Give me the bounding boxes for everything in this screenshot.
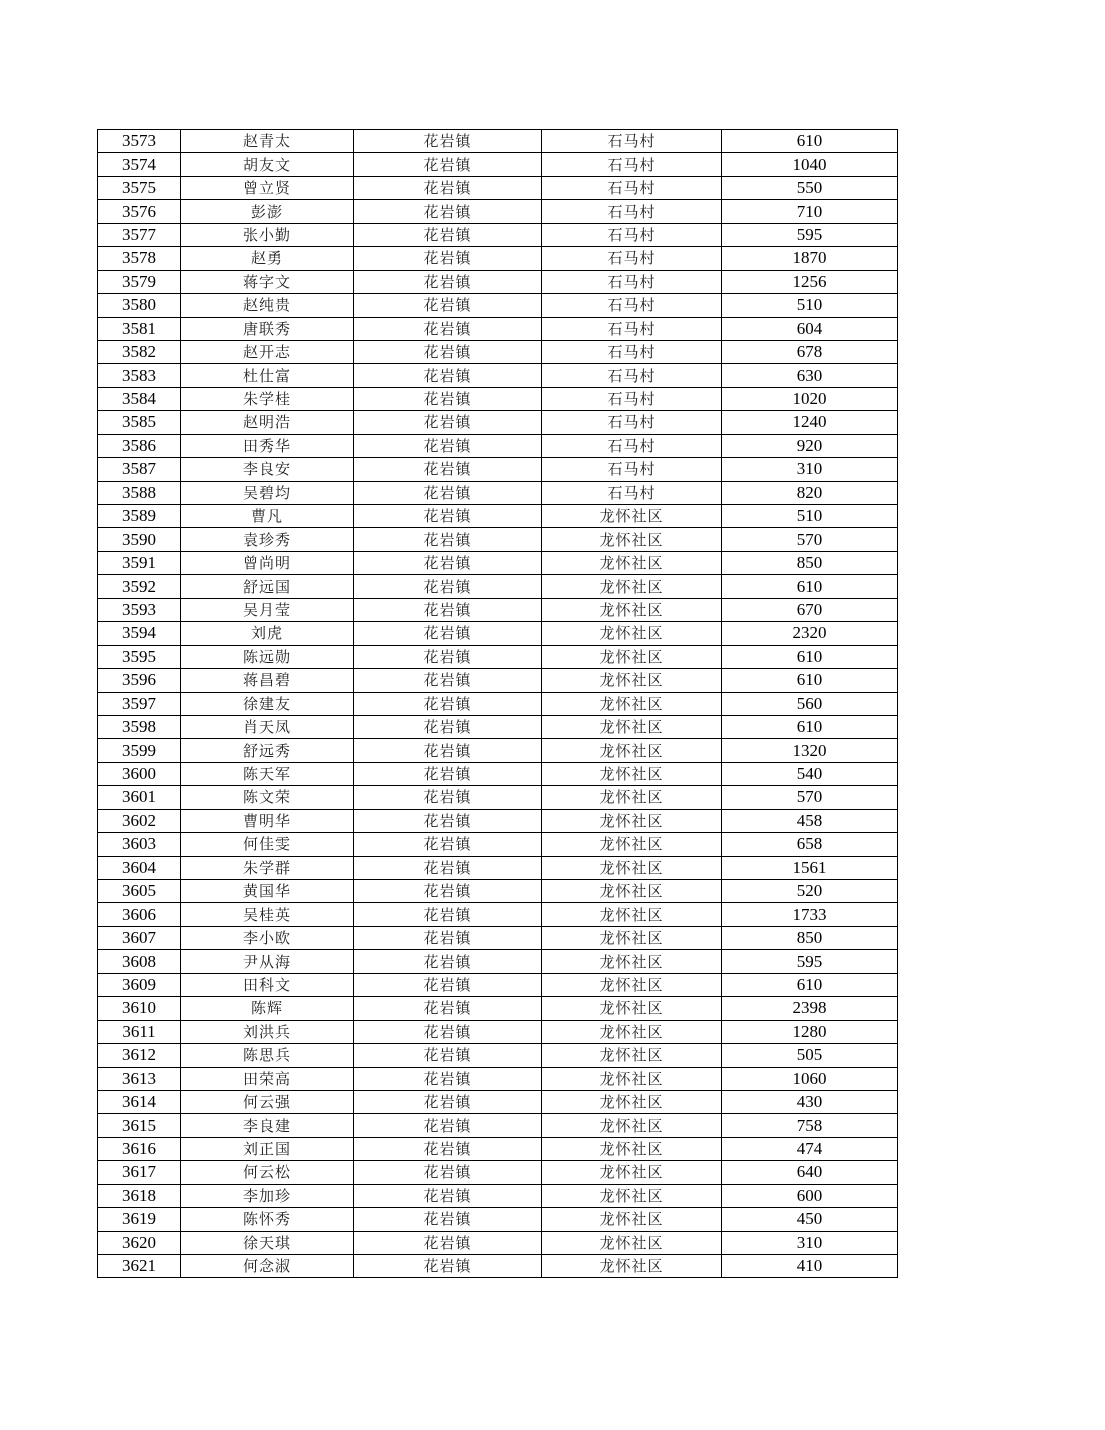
amount-cell: 550 xyxy=(722,176,898,199)
town-cell: 花岩镇 xyxy=(354,1090,542,1113)
serial-number-cell: 3592 xyxy=(98,575,181,598)
village-cell: 龙怀社区 xyxy=(542,1067,722,1090)
town-cell: 花岩镇 xyxy=(354,598,542,621)
name-cell: 徐建友 xyxy=(181,692,354,715)
table-row xyxy=(98,200,898,223)
table-row xyxy=(98,411,898,434)
serial-number-cell: 3613 xyxy=(98,1067,181,1090)
name-cell: 赵勇 xyxy=(181,247,354,270)
name-cell: 李良建 xyxy=(181,1114,354,1137)
table-body xyxy=(98,130,898,1278)
village-cell: 石马村 xyxy=(542,294,722,317)
name-cell: 张小勤 xyxy=(181,223,354,246)
amount-cell: 1240 xyxy=(722,411,898,434)
name-cell: 田荣高 xyxy=(181,1067,354,1090)
table-row xyxy=(98,739,898,762)
serial-number-cell: 3583 xyxy=(98,364,181,387)
town-cell: 花岩镇 xyxy=(354,903,542,926)
table-row xyxy=(98,575,898,598)
village-cell: 石马村 xyxy=(542,247,722,270)
serial-number-cell: 3587 xyxy=(98,458,181,481)
table-row xyxy=(98,387,898,410)
village-cell: 石马村 xyxy=(542,340,722,363)
amount-cell: 610 xyxy=(722,715,898,738)
amount-cell: 450 xyxy=(722,1208,898,1231)
serial-number-cell: 3581 xyxy=(98,317,181,340)
town-cell: 花岩镇 xyxy=(354,1208,542,1231)
town-cell: 花岩镇 xyxy=(354,294,542,317)
town-cell: 花岩镇 xyxy=(354,692,542,715)
amount-cell: 670 xyxy=(722,598,898,621)
serial-number-cell: 3601 xyxy=(98,786,181,809)
amount-cell: 570 xyxy=(722,528,898,551)
amount-cell: 658 xyxy=(722,833,898,856)
serial-number-cell: 3604 xyxy=(98,856,181,879)
name-cell: 陈远勋 xyxy=(181,645,354,668)
name-cell: 蒋字文 xyxy=(181,270,354,293)
town-cell: 花岩镇 xyxy=(354,950,542,973)
table-row xyxy=(98,1020,898,1043)
name-cell: 朱学桂 xyxy=(181,387,354,410)
name-cell: 何云强 xyxy=(181,1090,354,1113)
village-cell: 石马村 xyxy=(542,223,722,246)
town-cell: 花岩镇 xyxy=(354,973,542,996)
serial-number-cell: 3580 xyxy=(98,294,181,317)
name-cell: 何云松 xyxy=(181,1161,354,1184)
table-row xyxy=(98,833,898,856)
amount-cell: 595 xyxy=(722,950,898,973)
town-cell: 花岩镇 xyxy=(354,880,542,903)
table-row xyxy=(98,880,898,903)
serial-number-cell: 3616 xyxy=(98,1137,181,1160)
name-cell: 徐天琪 xyxy=(181,1231,354,1254)
serial-number-cell: 3609 xyxy=(98,973,181,996)
serial-number-cell: 3595 xyxy=(98,645,181,668)
serial-number-cell: 3593 xyxy=(98,598,181,621)
table-row xyxy=(98,1067,898,1090)
village-cell: 龙怀社区 xyxy=(542,1090,722,1113)
amount-cell: 610 xyxy=(722,645,898,668)
name-cell: 胡友文 xyxy=(181,153,354,176)
name-cell: 曾尚明 xyxy=(181,551,354,574)
name-cell: 蒋昌碧 xyxy=(181,669,354,692)
amount-cell: 604 xyxy=(722,317,898,340)
serial-number-cell: 3602 xyxy=(98,809,181,832)
amount-cell: 630 xyxy=(722,364,898,387)
table-row xyxy=(98,762,898,785)
table-row xyxy=(98,645,898,668)
name-cell: 陈文荣 xyxy=(181,786,354,809)
serial-number-cell: 3621 xyxy=(98,1255,181,1278)
table-row xyxy=(98,223,898,246)
serial-number-cell: 3590 xyxy=(98,528,181,551)
village-cell: 龙怀社区 xyxy=(542,1114,722,1137)
amount-cell: 1561 xyxy=(722,856,898,879)
amount-cell: 1060 xyxy=(722,1067,898,1090)
name-cell: 彭澎 xyxy=(181,200,354,223)
table-row xyxy=(98,950,898,973)
town-cell: 花岩镇 xyxy=(354,622,542,645)
town-cell: 花岩镇 xyxy=(354,458,542,481)
town-cell: 花岩镇 xyxy=(354,1161,542,1184)
town-cell: 花岩镇 xyxy=(354,856,542,879)
village-cell: 石马村 xyxy=(542,130,722,153)
table-row xyxy=(98,1184,898,1207)
amount-cell: 1320 xyxy=(722,739,898,762)
name-cell: 曹凡 xyxy=(181,505,354,528)
table-row xyxy=(98,481,898,504)
table-row xyxy=(98,1114,898,1137)
serial-number-cell: 3612 xyxy=(98,1044,181,1067)
amount-cell: 570 xyxy=(722,786,898,809)
table-row xyxy=(98,997,898,1020)
table-row xyxy=(98,1161,898,1184)
table-row xyxy=(98,317,898,340)
amount-cell: 610 xyxy=(722,669,898,692)
amount-cell: 600 xyxy=(722,1184,898,1207)
serial-number-cell: 3619 xyxy=(98,1208,181,1231)
town-cell: 花岩镇 xyxy=(354,669,542,692)
name-cell: 吴月莹 xyxy=(181,598,354,621)
village-cell: 石马村 xyxy=(542,364,722,387)
table-row xyxy=(98,973,898,996)
town-cell: 花岩镇 xyxy=(354,809,542,832)
village-cell: 龙怀社区 xyxy=(542,833,722,856)
table-row xyxy=(98,809,898,832)
table-row xyxy=(98,692,898,715)
town-cell: 花岩镇 xyxy=(354,739,542,762)
town-cell: 花岩镇 xyxy=(354,434,542,457)
table-row xyxy=(98,528,898,551)
name-cell: 李小欧 xyxy=(181,926,354,949)
amount-cell: 505 xyxy=(722,1044,898,1067)
amount-cell: 850 xyxy=(722,551,898,574)
table-row xyxy=(98,1208,898,1231)
town-cell: 花岩镇 xyxy=(354,130,542,153)
town-cell: 花岩镇 xyxy=(354,247,542,270)
amount-cell: 2320 xyxy=(722,622,898,645)
town-cell: 花岩镇 xyxy=(354,528,542,551)
name-cell: 陈天军 xyxy=(181,762,354,785)
table-row xyxy=(98,856,898,879)
table-row xyxy=(98,1044,898,1067)
amount-cell: 510 xyxy=(722,294,898,317)
amount-cell: 510 xyxy=(722,505,898,528)
table-row xyxy=(98,1137,898,1160)
serial-number-cell: 3606 xyxy=(98,903,181,926)
table-row xyxy=(98,715,898,738)
village-cell: 龙怀社区 xyxy=(542,1044,722,1067)
village-cell: 龙怀社区 xyxy=(542,809,722,832)
serial-number-cell: 3607 xyxy=(98,926,181,949)
name-cell: 曹明华 xyxy=(181,809,354,832)
name-cell: 吴碧均 xyxy=(181,481,354,504)
town-cell: 花岩镇 xyxy=(354,1044,542,1067)
village-cell: 石马村 xyxy=(542,434,722,457)
serial-number-cell: 3577 xyxy=(98,223,181,246)
table-row xyxy=(98,505,898,528)
table-row xyxy=(98,551,898,574)
serial-number-cell: 3575 xyxy=(98,176,181,199)
town-cell: 花岩镇 xyxy=(354,551,542,574)
table-row xyxy=(98,176,898,199)
town-cell: 花岩镇 xyxy=(354,505,542,528)
serial-number-cell: 3573 xyxy=(98,130,181,153)
name-cell: 杜仕富 xyxy=(181,364,354,387)
village-cell: 龙怀社区 xyxy=(542,973,722,996)
table-row xyxy=(98,1090,898,1113)
amount-cell: 310 xyxy=(722,458,898,481)
village-cell: 龙怀社区 xyxy=(542,1231,722,1254)
serial-number-cell: 3617 xyxy=(98,1161,181,1184)
town-cell: 花岩镇 xyxy=(354,200,542,223)
amount-cell: 1256 xyxy=(722,270,898,293)
town-cell: 花岩镇 xyxy=(354,926,542,949)
serial-number-cell: 3579 xyxy=(98,270,181,293)
table-row xyxy=(98,247,898,270)
name-cell: 赵青太 xyxy=(181,130,354,153)
village-cell: 龙怀社区 xyxy=(542,903,722,926)
village-cell: 龙怀社区 xyxy=(542,622,722,645)
amount-cell: 850 xyxy=(722,926,898,949)
amount-cell: 560 xyxy=(722,692,898,715)
village-cell: 龙怀社区 xyxy=(542,715,722,738)
amount-cell: 758 xyxy=(722,1114,898,1137)
town-cell: 花岩镇 xyxy=(354,715,542,738)
village-cell: 龙怀社区 xyxy=(542,1208,722,1231)
name-cell: 舒远秀 xyxy=(181,739,354,762)
serial-number-cell: 3588 xyxy=(98,481,181,504)
village-cell: 石马村 xyxy=(542,387,722,410)
name-cell: 黄国华 xyxy=(181,880,354,903)
table-row xyxy=(98,434,898,457)
name-cell: 刘虎 xyxy=(181,622,354,645)
table-row xyxy=(98,1231,898,1254)
village-cell: 龙怀社区 xyxy=(542,880,722,903)
village-cell: 龙怀社区 xyxy=(542,856,722,879)
serial-number-cell: 3589 xyxy=(98,505,181,528)
serial-number-cell: 3586 xyxy=(98,434,181,457)
serial-number-cell: 3615 xyxy=(98,1114,181,1137)
town-cell: 花岩镇 xyxy=(354,1231,542,1254)
village-cell: 石马村 xyxy=(542,153,722,176)
name-cell: 赵开志 xyxy=(181,340,354,363)
data-table xyxy=(97,129,898,1278)
amount-cell: 920 xyxy=(722,434,898,457)
village-cell: 龙怀社区 xyxy=(542,926,722,949)
serial-number-cell: 3597 xyxy=(98,692,181,715)
name-cell: 刘正国 xyxy=(181,1137,354,1160)
table-row xyxy=(98,786,898,809)
village-cell: 石马村 xyxy=(542,317,722,340)
table-row xyxy=(98,364,898,387)
amount-cell: 1040 xyxy=(722,153,898,176)
village-cell: 石马村 xyxy=(542,200,722,223)
town-cell: 花岩镇 xyxy=(354,340,542,363)
town-cell: 花岩镇 xyxy=(354,387,542,410)
village-cell: 龙怀社区 xyxy=(542,739,722,762)
amount-cell: 640 xyxy=(722,1161,898,1184)
amount-cell: 2398 xyxy=(722,997,898,1020)
serial-number-cell: 3614 xyxy=(98,1090,181,1113)
town-cell: 花岩镇 xyxy=(354,1137,542,1160)
amount-cell: 540 xyxy=(722,762,898,785)
serial-number-cell: 3598 xyxy=(98,715,181,738)
amount-cell: 610 xyxy=(722,973,898,996)
table-row xyxy=(98,130,898,153)
amount-cell: 595 xyxy=(722,223,898,246)
table-row xyxy=(98,153,898,176)
town-cell: 花岩镇 xyxy=(354,176,542,199)
town-cell: 花岩镇 xyxy=(354,1067,542,1090)
table-row xyxy=(98,903,898,926)
town-cell: 花岩镇 xyxy=(354,364,542,387)
amount-cell: 410 xyxy=(722,1255,898,1278)
town-cell: 花岩镇 xyxy=(354,786,542,809)
serial-number-cell: 3591 xyxy=(98,551,181,574)
table-row xyxy=(98,598,898,621)
table-row xyxy=(98,622,898,645)
town-cell: 花岩镇 xyxy=(354,481,542,504)
village-cell: 石马村 xyxy=(542,270,722,293)
name-cell: 陈怀秀 xyxy=(181,1208,354,1231)
village-cell: 石马村 xyxy=(542,481,722,504)
amount-cell: 610 xyxy=(722,575,898,598)
serial-number-cell: 3605 xyxy=(98,880,181,903)
village-cell: 龙怀社区 xyxy=(542,786,722,809)
town-cell: 花岩镇 xyxy=(354,1114,542,1137)
name-cell: 陈思兵 xyxy=(181,1044,354,1067)
amount-cell: 678 xyxy=(722,340,898,363)
serial-number-cell: 3578 xyxy=(98,247,181,270)
amount-cell: 458 xyxy=(722,809,898,832)
village-cell: 龙怀社区 xyxy=(542,1137,722,1160)
town-cell: 花岩镇 xyxy=(354,997,542,1020)
amount-cell: 820 xyxy=(722,481,898,504)
name-cell: 赵纯贵 xyxy=(181,294,354,317)
table-row xyxy=(98,669,898,692)
village-cell: 龙怀社区 xyxy=(542,575,722,598)
name-cell: 尹从海 xyxy=(181,950,354,973)
amount-cell: 1733 xyxy=(722,903,898,926)
town-cell: 花岩镇 xyxy=(354,411,542,434)
table-row xyxy=(98,458,898,481)
village-cell: 龙怀社区 xyxy=(542,1161,722,1184)
amount-cell: 1020 xyxy=(722,387,898,410)
village-cell: 龙怀社区 xyxy=(542,551,722,574)
serial-number-cell: 3620 xyxy=(98,1231,181,1254)
serial-number-cell: 3600 xyxy=(98,762,181,785)
amount-cell: 1870 xyxy=(722,247,898,270)
village-cell: 龙怀社区 xyxy=(542,1255,722,1278)
village-cell: 龙怀社区 xyxy=(542,669,722,692)
town-cell: 花岩镇 xyxy=(354,223,542,246)
town-cell: 花岩镇 xyxy=(354,1020,542,1043)
amount-cell: 1280 xyxy=(722,1020,898,1043)
serial-number-cell: 3603 xyxy=(98,833,181,856)
serial-number-cell: 3618 xyxy=(98,1184,181,1207)
name-cell: 肖天凤 xyxy=(181,715,354,738)
village-cell: 石马村 xyxy=(542,176,722,199)
village-cell: 龙怀社区 xyxy=(542,505,722,528)
serial-number-cell: 3608 xyxy=(98,950,181,973)
village-cell: 龙怀社区 xyxy=(542,762,722,785)
serial-number-cell: 3596 xyxy=(98,669,181,692)
name-cell: 吴桂英 xyxy=(181,903,354,926)
name-cell: 陈辉 xyxy=(181,997,354,1020)
amount-cell: 310 xyxy=(722,1231,898,1254)
town-cell: 花岩镇 xyxy=(354,153,542,176)
village-cell: 石马村 xyxy=(542,458,722,481)
village-cell: 龙怀社区 xyxy=(542,1184,722,1207)
name-cell: 田秀华 xyxy=(181,434,354,457)
serial-number-cell: 3576 xyxy=(98,200,181,223)
serial-number-cell: 3611 xyxy=(98,1020,181,1043)
serial-number-cell: 3574 xyxy=(98,153,181,176)
amount-cell: 520 xyxy=(722,880,898,903)
name-cell: 舒远国 xyxy=(181,575,354,598)
amount-cell: 430 xyxy=(722,1090,898,1113)
village-cell: 龙怀社区 xyxy=(542,598,722,621)
name-cell: 何佳雯 xyxy=(181,833,354,856)
town-cell: 花岩镇 xyxy=(354,575,542,598)
table-row xyxy=(98,340,898,363)
name-cell: 何念淑 xyxy=(181,1255,354,1278)
serial-number-cell: 3582 xyxy=(98,340,181,363)
name-cell: 刘洪兵 xyxy=(181,1020,354,1043)
village-cell: 石马村 xyxy=(542,411,722,434)
village-cell: 龙怀社区 xyxy=(542,950,722,973)
town-cell: 花岩镇 xyxy=(354,762,542,785)
serial-number-cell: 3599 xyxy=(98,739,181,762)
town-cell: 花岩镇 xyxy=(354,270,542,293)
serial-number-cell: 3584 xyxy=(98,387,181,410)
serial-number-cell: 3585 xyxy=(98,411,181,434)
serial-number-cell: 3610 xyxy=(98,997,181,1020)
name-cell: 田科文 xyxy=(181,973,354,996)
name-cell: 朱学群 xyxy=(181,856,354,879)
table-row xyxy=(98,270,898,293)
amount-cell: 474 xyxy=(722,1137,898,1160)
town-cell: 花岩镇 xyxy=(354,317,542,340)
name-cell: 李加珍 xyxy=(181,1184,354,1207)
village-cell: 龙怀社区 xyxy=(542,528,722,551)
village-cell: 龙怀社区 xyxy=(542,645,722,668)
name-cell: 袁珍秀 xyxy=(181,528,354,551)
town-cell: 花岩镇 xyxy=(354,645,542,668)
table-row xyxy=(98,926,898,949)
amount-cell: 610 xyxy=(722,130,898,153)
amount-cell: 710 xyxy=(722,200,898,223)
town-cell: 花岩镇 xyxy=(354,833,542,856)
table-row xyxy=(98,1255,898,1278)
village-cell: 龙怀社区 xyxy=(542,1020,722,1043)
town-cell: 花岩镇 xyxy=(354,1184,542,1207)
table-row xyxy=(98,294,898,317)
name-cell: 唐联秀 xyxy=(181,317,354,340)
name-cell: 曾立贤 xyxy=(181,176,354,199)
village-cell: 龙怀社区 xyxy=(542,692,722,715)
name-cell: 赵明浩 xyxy=(181,411,354,434)
town-cell: 花岩镇 xyxy=(354,1255,542,1278)
name-cell: 李良安 xyxy=(181,458,354,481)
serial-number-cell: 3594 xyxy=(98,622,181,645)
village-cell: 龙怀社区 xyxy=(542,997,722,1020)
